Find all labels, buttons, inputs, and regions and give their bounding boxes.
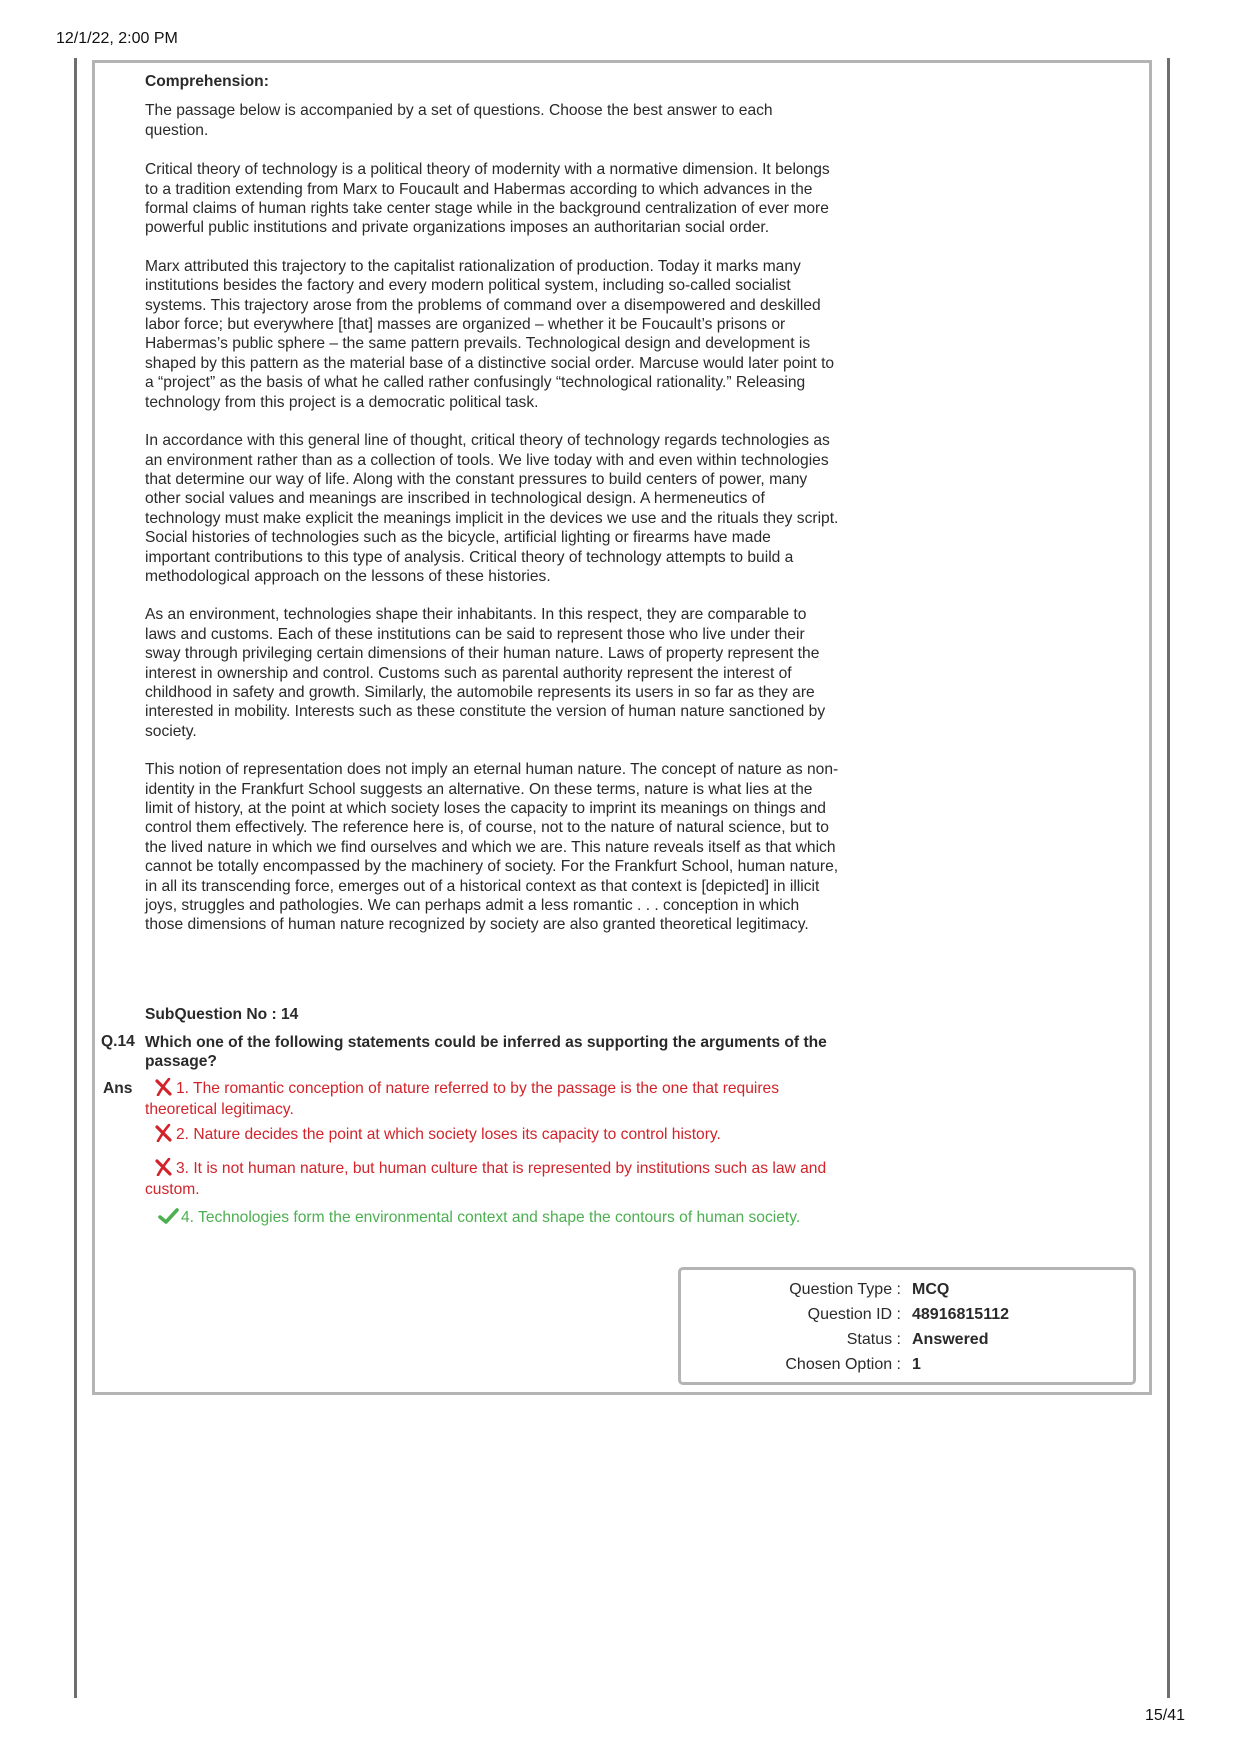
option-text: 3. It is not human nature, but human culture that is represented by institutions such as law and custom. [145, 1160, 827, 1198]
page-number: 15/41 [1145, 1707, 1186, 1724]
print-timestamp: 12/1/22, 2:00 PM [56, 30, 178, 47]
option-text: 1. The romantic conception of nature referred to by the passage is the one that requires theoretical legitimacy. [145, 1080, 780, 1118]
question-info-box [678, 1267, 1136, 1385]
question-text: Which one of the following statements could be inferred as supporting the arguments of the passage? [145, 1034, 827, 1071]
status-label: Status : [846, 1331, 901, 1348]
question-label: Q.14 [101, 1033, 135, 1050]
chosen-option-label: Chosen Option : [785, 1356, 901, 1373]
passage-paragraph-4: As an environment, technologies shape their inhabitants. In this respect, they are comparable to laws and customs. Each of these institutions can be said to represent those who live under their sway through privileging certain dimensions of their human nature. Laws of property represent the interest in ownership and control. Customs such as parental authority represent the interest of childhood in safety and growth. Similarly, the automobile represents its users in so far as they are interested in mobility. Interests such as these constitute the version of human nature sanctioned by society. [145, 606, 826, 740]
option-text: 4. Technologies form the environmental context and shape the contours of human society. [181, 1209, 801, 1226]
answer-label: Ans [103, 1080, 133, 1097]
passage-paragraph-5: This notion of representation does not imply an eternal human nature. The concept of nature as non-identity in the Frankfurt School suggests an alternative. On these terms, nature is what lies at the limit of history, at the point at which society loses the capacity to imprint its meanings on things and control them effectively. The reference here is, of course, not to the nature of natural science, but to the lived nature in which we find ourselves and which we are. This nature reveals itself as that which cannot be totally encompassed by the machinery of society. For the Frankfurt School, human nature, in all its transcending force, emerges out of a historical context as that context is [depicted] in illicit joys, struggles and pathologies. We can perhaps admit a less romantic . . . conception in which those dimensions of human nature recognized by society are also granted theoretical legitimacy. [145, 761, 839, 934]
comprehension-intro: The passage below is accompanied by a set of questions. Choose the best answer to each question. [145, 102, 773, 139]
chosen-option-value: 1 [912, 1356, 921, 1373]
cross-icon [154, 1078, 174, 1096]
cross-icon [154, 1124, 174, 1142]
comprehension-heading: Comprehension: [145, 73, 269, 90]
status-value: Answered [912, 1331, 989, 1348]
passage-paragraph-3: In accordance with this general line of thought, critical theory of technology regards technologies as an environment rather than as a collection of tools. We live today with and even within technologies that determine our way of life. Along with the constant pressures to build centers of power, many other social values and meanings are inscribed in technological design. A hermeneutics of technology must make explicit the meanings implicit in the devices we use and the rituals they script. Social histories of technologies such as the bicycle, artificial lighting or firearms have made important contributions to this type of analysis. Critical theory of technology attempts to build a methodological approach on the lessons of these histories. [145, 432, 839, 585]
option-text: 2. Nature decides the point at which society loses its capacity to control history. [176, 1126, 721, 1143]
right-border-rule [1167, 58, 1170, 1698]
answer-option-3 [145, 1158, 835, 1200]
question-id-value: 48916815112 [912, 1306, 1009, 1323]
passage-paragraph-2: Marx attributed this trajectory to the capitalist rationalization of production. Today it marks many institutions besides the factory and every modern political system, including so-called socialist systems. This trajectory arose from the problems of command over a disempowered and deskilled labor force; but everywhere [that] masses are organized – whether it be Foucault’s prisons or Habermas’s public sphere – the same pattern prevails. Technological design and development is shaped by this pattern as the material base of a distinctive social order. Marcuse would later point to a “project” as the basis of what he called rather confusingly “technological rationality.” Releasing technology from this project is a democratic political task. [145, 257, 835, 411]
question-id-label: Question ID : [807, 1306, 901, 1323]
comprehension-section [145, 72, 840, 954]
left-border-rule [74, 58, 77, 1698]
answer-option-1 [145, 1078, 835, 1120]
question-type-value: MCQ [912, 1281, 950, 1298]
question-type-label: Question Type : [789, 1281, 901, 1298]
answer-option-4 [145, 1207, 835, 1228]
cross-icon [154, 1158, 174, 1176]
subquestion-number: SubQuestion No : 14 [145, 1006, 299, 1023]
answer-option-2 [145, 1124, 835, 1145]
passage-paragraph-1: Critical theory of technology is a political theory of modernity with a normative dimension. It belongs to a tradition extending from Marx to Foucault and Habermas according to which advances in the formal claims of human rights take center stage while in the background centralization of ever more powerful public institutions and private organizations imposes an authoritarian social order. [145, 161, 830, 237]
check-icon [157, 1207, 179, 1225]
